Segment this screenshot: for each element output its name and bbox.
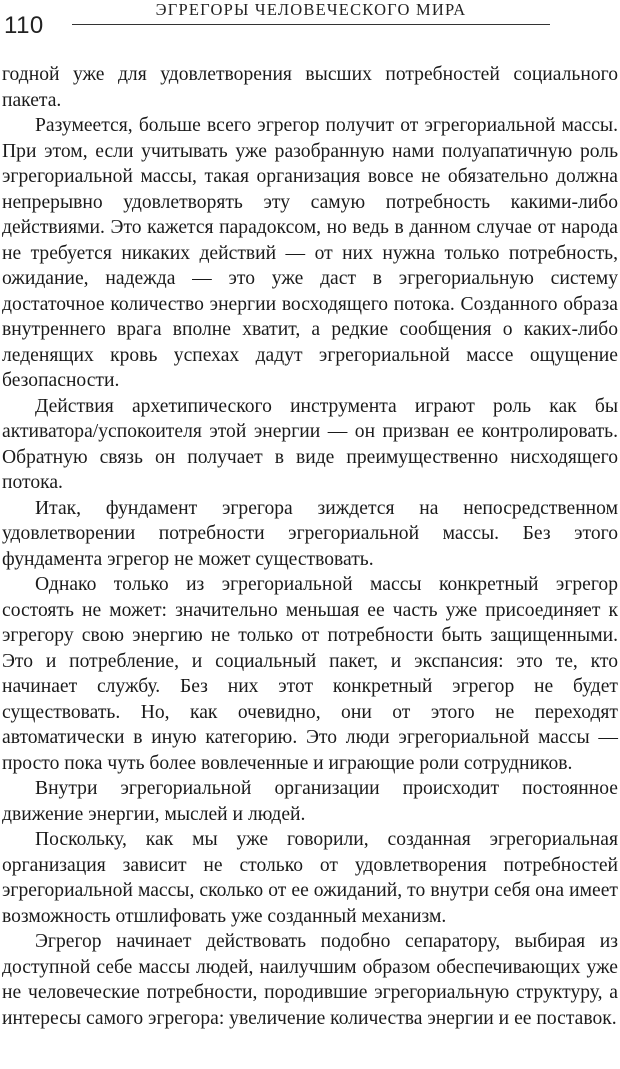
paragraph: Внутри эгрегориальной организации происходит постоянное движение энергии, мыслей и людей. [2, 778, 618, 825]
page-number: 110 [4, 12, 44, 39]
paragraph: Поскольку, как мы уже говорили, созданная эгрегориальная организация зависит не столько от удовлетворения потребностей эгрегориальной массы, сколько от ее ожиданий, то внутри себя она имеет возможность отшлифовать уже созданный механизм. [2, 829, 618, 927]
header-rule [72, 24, 550, 25]
paragraph: Разумеется, больше всего эгрегор получит от эгрегориальной массы. При этом, если учитывать уже разобранную нами полуапатичную роль эгрегориальной массы, такая организация вовсе не обязательно должна непрерывно удовлетворять эту самую потребность какими-либо действиями. Это кажется парадоксом, но ведь в данном случае от народа не требуется никаких действий — от них нужна только потребность, ожидание, надежда — это уже даст в эгрегориальную систему достаточное количество энергии восходящего потока. Созданного образа внутреннего врага вполне хватит, а редкие сообщения о каких-либо леденящих кровь успехах дадут эгрегориальной массе ощущение безопасности. [2, 115, 618, 391]
body-text [2, 62, 618, 1031]
paragraph: годной уже для удовлетворения высших потребностей социального пакета. [2, 64, 618, 111]
paragraph: Итак, фундамент эгрегора зиждется на непосредственном удовлетворении потребности эгрегориальной массы. Без этого фундамента эгрегор не может существовать. [2, 497, 618, 570]
paragraph: Однако только из эгрегориальной массы конкретный эгрегор состоять не может: значительно меньшая ее часть уже присоединяет к эгрегору свою энергию не только от потребности быть защищенными. Это и потребление, и социальный пакет, и экспансия: это те, кто начинает службу. Без них этот конкретный эгрегор не будет существовать. Но, как очевидно, они от этого не переходят автоматически в иную категорию. Это люди эгрегориальной массы — просто пока чуть более вовлеченные и играющие роли сотрудников. [2, 574, 618, 774]
running-head: ЭГРЕГОРЫ ЧЕЛОВЕЧЕСКОГО МИРА [155, 0, 467, 19]
paragraph: Действия архетипического инструмента играют роль как бы активатора/успокоителя этой энергии — он призван ее контролировать. Обратную связь он получает в виде преимущественно нисходящего потока. [2, 395, 618, 493]
paragraph: Эгрегор начинает действовать подобно сепаратору, выбирая из доступной себе массы людей, наилучшим образом обеспечивающих уже не человеческие потребности, породившие эгрегориальную структуру, а интересы самого эгрегора: увеличение количества энергии и ее поставок. [2, 931, 618, 1029]
